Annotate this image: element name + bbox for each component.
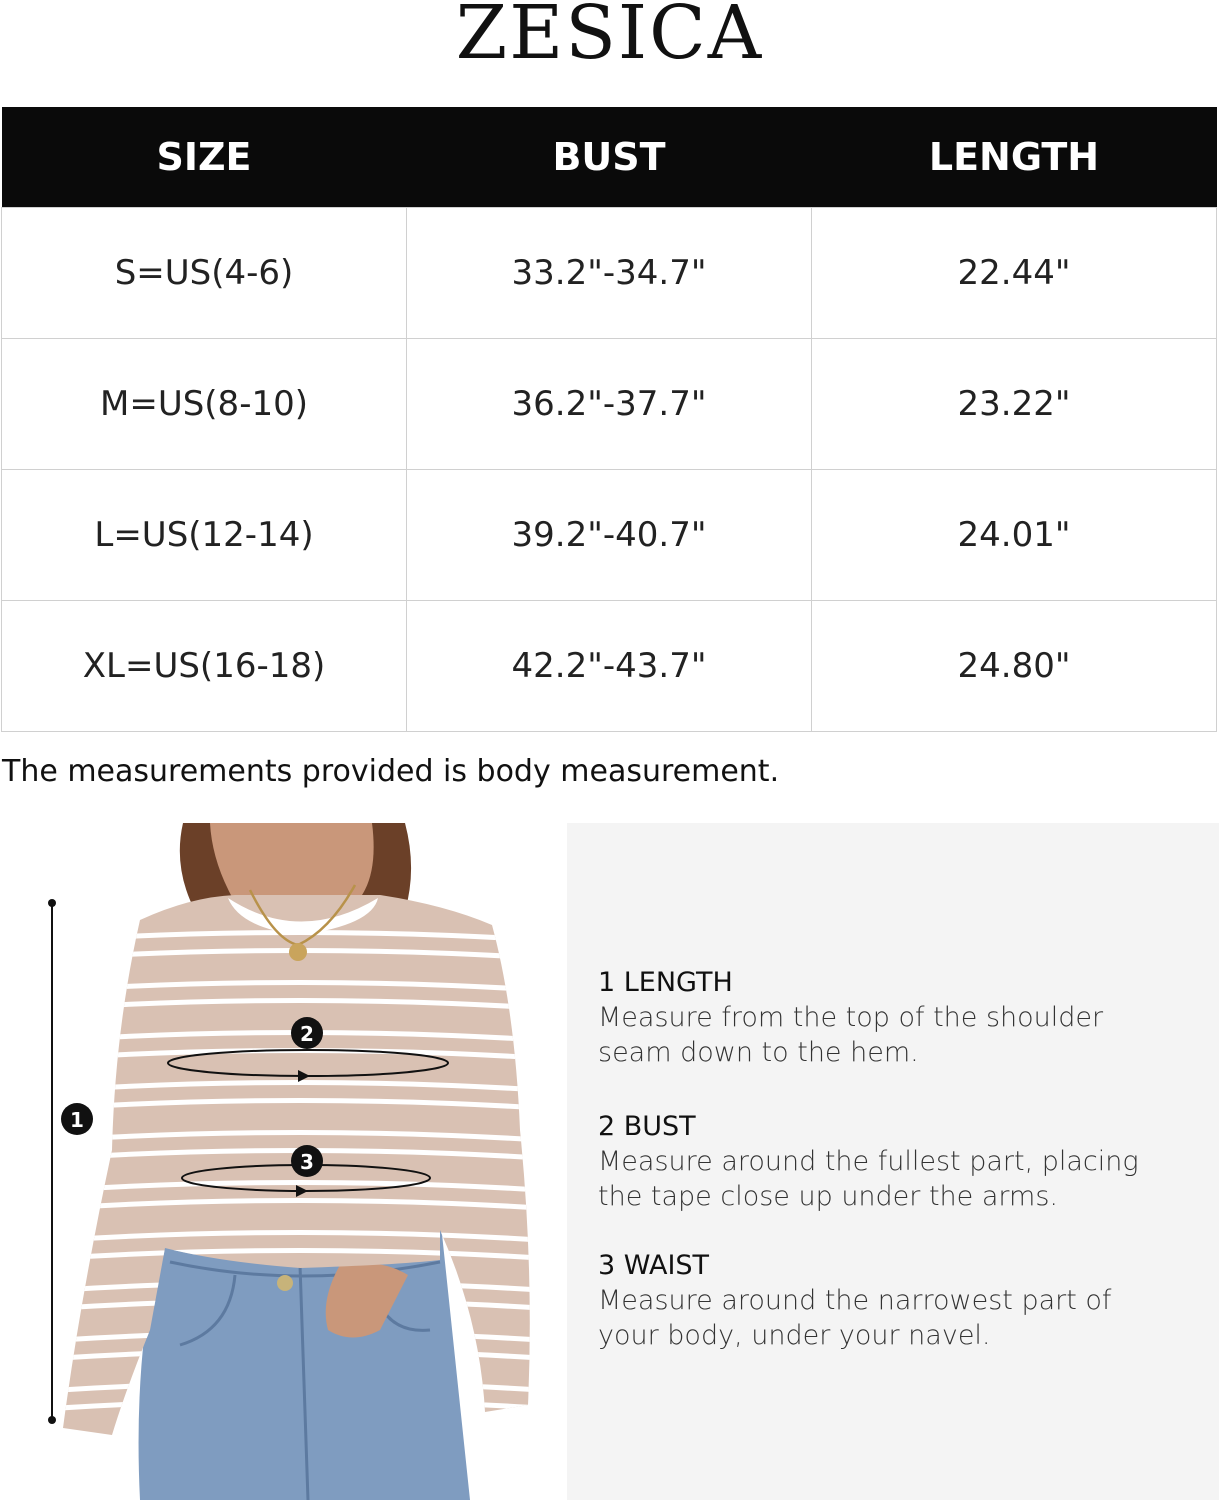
cell-bust: 39.2"-40.7" [407,470,812,601]
table-header-row [2,107,1217,208]
marker-bust [291,1017,323,1049]
cell-bust: 36.2"-37.7" [407,339,812,470]
cell-length: 22.44" [812,208,1217,339]
guide-waist-desc-line1: Measure around the narrowest part of [598,1285,1112,1316]
cell-bust: 42.2"-43.7" [407,601,812,732]
guide-waist-desc-line2: your body, under your navel. [598,1320,991,1351]
marker-waist [291,1145,323,1177]
header-bust: BUST [407,107,812,208]
guide-waist-title: 3 WAIST [598,1250,710,1281]
necklace-pendant [289,943,307,961]
length-top-dot [48,899,56,907]
header-length: LENGTH [812,107,1217,208]
header-size: SIZE [2,107,407,208]
cell-length: 24.80" [812,601,1217,732]
measurement-note: The measurements provided is body measurement. [2,754,780,789]
table-row [2,339,1217,470]
cell-size: XL=US(16-18) [2,601,407,732]
model-photo [0,823,566,1500]
brand-logo: ZESICA [455,0,764,76]
guide-length-title: 1 LENGTH [598,967,733,998]
svg-text:1: 1 [70,1108,84,1132]
guide-length-desc-line1: Measure from the top of the shoulder [598,1002,1104,1033]
guide-bust-title: 2 BUST [598,1111,696,1142]
cell-length: 23.22" [812,339,1217,470]
cell-size: M=US(8-10) [2,339,407,470]
guide-waist [598,1249,1111,1353]
cell-size: L=US(12-14) [2,470,407,601]
guide-length [598,966,1103,1070]
cell-bust: 33.2"-34.7" [407,208,812,339]
svg-text:2: 2 [300,1022,314,1046]
cell-size: S=US(4-6) [2,208,407,339]
table-row [2,470,1217,601]
table-row [2,601,1217,732]
jeans-button [277,1275,293,1291]
marker-length [61,1103,93,1135]
guide-bust [598,1110,1139,1214]
guide-bust-desc-line2: the tape close up under the arms. [598,1181,1058,1212]
guide-length-desc-line2: seam down to the hem. [598,1037,919,1068]
length-bottom-dot [48,1416,56,1424]
measure-guide-panel [567,823,1219,1500]
table-row [2,208,1217,339]
svg-text:3: 3 [300,1150,314,1174]
cell-length: 24.01" [812,470,1217,601]
guide-bust-desc-line1: Measure around the fullest part, placing [598,1146,1139,1177]
size-chart-table [1,107,1217,732]
